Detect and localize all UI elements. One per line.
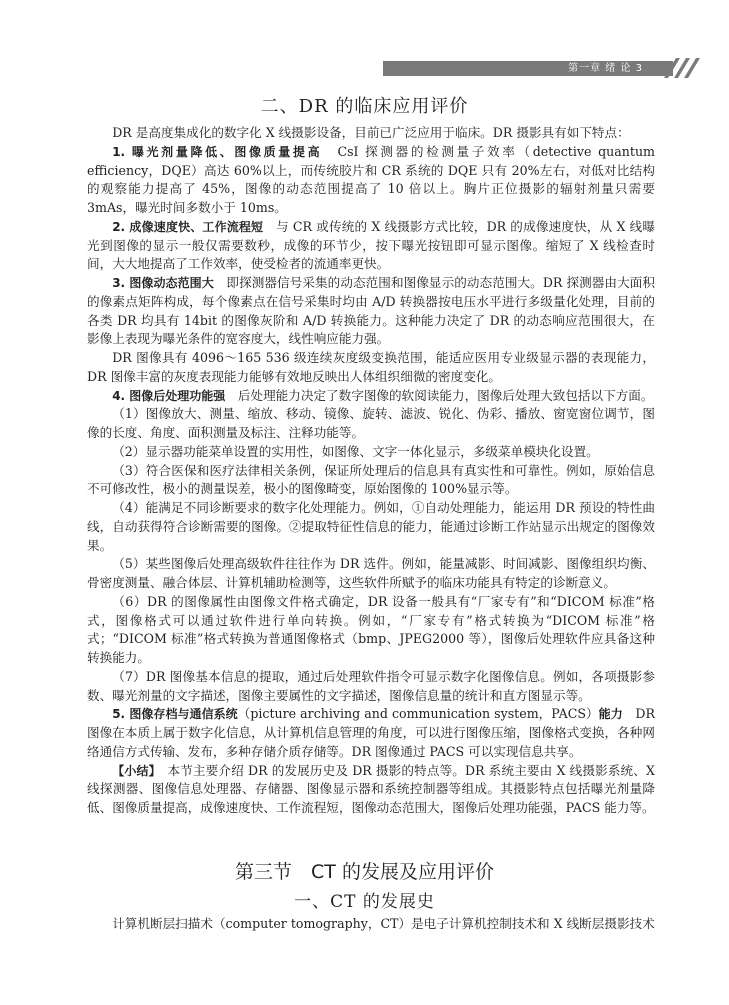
paragraph-text: DR 图像在本质上属于数字化信息，从计算机信息管理的角度，可以进行图像压缩，图像格式变换，各种网络通信方式传输、发布，多种存储介质存储等。DR 图像通过 PACS 可以实现信息共享。 — [87, 706, 655, 759]
paragraph-lead: 1. 曝光剂量降低、图像质量提高 — [112, 144, 323, 159]
summary-label: 【小结】 — [112, 763, 155, 778]
paragraph — [87, 349, 655, 387]
running-header-text: 第一章 绪 论 3 — [568, 63, 643, 74]
paragraph — [87, 705, 655, 761]
paragraph-text: 与 CR 或传统的 X 线摄影方式比较，DR 的成像速度快，从 X 线曝光到图像的显示一般仅需要数秒，成像的环节少，按下曝光按钮即可显示图像。缩短了 X 线检查时间，大大地提高了工作效率，使受检者的流通率更快。 — [87, 218, 656, 272]
paragraph — [87, 143, 655, 218]
summary-paragraph — [87, 762, 655, 818]
paragraph-lead: 4. 图像后处理功能强 — [112, 388, 226, 403]
paragraph — [87, 218, 655, 274]
paragraph — [87, 443, 655, 462]
paragraph-text: CsI 探测器的检测量子效率（detective quantum efficiency，DQE）高达 60%以上，而传统胶片和 CR 系统的 DQE 只有 20%左右，对低对比结构的观察能力提高了 45%，图像的动态范围提高了 10 倍以上。胸片正位摄影的辐射剂量只需要 3mAs，曝光时间多数小于 10ms。 — [87, 143, 655, 215]
paragraph-lead: 3. 图像动态范围大 — [112, 276, 214, 290]
paragraph-text: 本节主要介绍 DR 的发展历史及 DR 摄影的特点等。DR 系统主要由 X 线摄影系统、X 线探测器、图像信息处理器、存储器、图像显示器和系统控制器等组成。其摄影特点包括曝光剂量降低、图像质量提高，成像速度快、工作流程短，图像动态范围大，图像后处理功能强，PACS 能力等。 — [87, 762, 655, 815]
header-slash-decoration — [660, 58, 720, 78]
paragraph-text: （6）DR 的图像属性由图像文件格式确定，DR 设备一般具有“厂家专有”和“DICOM 标准”格式，图像格式可以通过软件进行单向转换。例如，“厂家专有”格式转换为“DICOM 标准”格式；“DICOM 标准”格式转换为普通图像格式（bmp、JPEG2000 等），图像后处理软件应具备这种转换能力。 — [87, 593, 655, 665]
chapter-section-title: 第三节 CT 的发展及应用评价 — [235, 861, 494, 883]
paragraph — [87, 124, 655, 143]
paragraph-term: （picture archiving and communication system，PACS） — [237, 706, 599, 722]
paragraph — [87, 593, 655, 668]
section-heading: 二、DR 的临床应用评价 — [260, 96, 469, 117]
paragraph-lead: 能力 — [598, 707, 623, 722]
paragraph-lead: 2. 成像速度快、工作流程短 — [112, 219, 264, 234]
paragraph-text: 后处理能力决定了数字图像的软阅读能力，图像后处理大致包括以下方面。 — [225, 387, 654, 403]
paragraph-text: （5）某些图像后处理高级软件往往作为 DR 选件。例如，能量减影、时间减影、图像组织均衡、骨密度测量、融合体层、计算机辅助检测等，这些软件所赋予的临床功能具有特定的诊断意义。 — [87, 556, 655, 590]
paragraph — [87, 462, 655, 500]
running-header-bar — [383, 61, 673, 76]
paragraph: 计算机断层扫描术（computer tomography，CT）是电子计算机控制技术和 X 线断层摄影技术 — [112, 916, 655, 931]
subsection-heading: 一、CT 的发展史 — [294, 892, 435, 912]
paragraph — [87, 499, 655, 555]
paragraph — [87, 387, 655, 406]
paragraph-text: 即探测器信号采集的动态范围和图像显示的动态范围大。DR 探测器由大面积的像素点矩阵构成，每个像素点在信号采集时均由 A/D 转换器按电压水平进行多级量化处理，目前的各类 DR 均具有 14bit 的图像灰阶和 A/D 转换能力。这种能力决定了 DR 的动态响应范围很大，在影像上表现为曝光条件的宽容度大，线性响应能力强。 — [87, 275, 655, 347]
paragraph-text: DR 图像具有 4096～165 536 级连续灰度级变换范围，能适应医用专业级显示器的表现能力，DR 图像丰富的灰度表现能力能够有效地反映出人体组织细微的密度变化。 — [87, 350, 655, 384]
paragraph-text: （3）符合医保和医疗法律相关条例，保证所处理后的信息具有真实性和可靠性。例如，原始信息不可修改性，极小的测量误差，极小的图像畸变，原始图像的 100%显示等。 — [87, 462, 655, 497]
paragraph-text: DR 是高度集成化的数字化 X 线摄影设备，目前已广泛应用于临床。DR 摄影具有如下特点： — [112, 125, 630, 140]
paragraph — [87, 668, 655, 706]
paragraph-text: （1）图像放大、测量、缩放、移动、镜像、旋转、滤波、锐化、伪彩、播放、窗宽窗位调节，图像的长度、角度、面积测量及标注、注释功能等。 — [87, 406, 655, 440]
paragraph — [87, 274, 655, 349]
paragraph-text: （4）能满足不同诊断要求的数字化处理能力。例如，①自动处理能力，能运用 DR 预设的特性曲线，自动获得符合诊断需要的图像。②提取特征性信息的能力，能通过诊断工作站显示出规定的图像效果。 — [87, 500, 655, 553]
paragraph-text: （2）显示器功能菜单设置的实用性，如图像、文字一体化显示，多级菜单模块化设置。 — [112, 443, 599, 459]
paragraph — [87, 405, 655, 443]
paragraph — [87, 555, 655, 593]
body-text — [87, 124, 655, 818]
paragraph-text: （7）DR 图像基本信息的提取，通过后处理软件指令可显示数字化图像信息。例如，各项摄影参数、曝光剂量的文字描述，图像主要属性的文字描述，图像信息量的统计和直方图显示等。 — [87, 668, 655, 703]
paragraph-lead: 5. 图像存档与通信系统 — [112, 707, 238, 722]
